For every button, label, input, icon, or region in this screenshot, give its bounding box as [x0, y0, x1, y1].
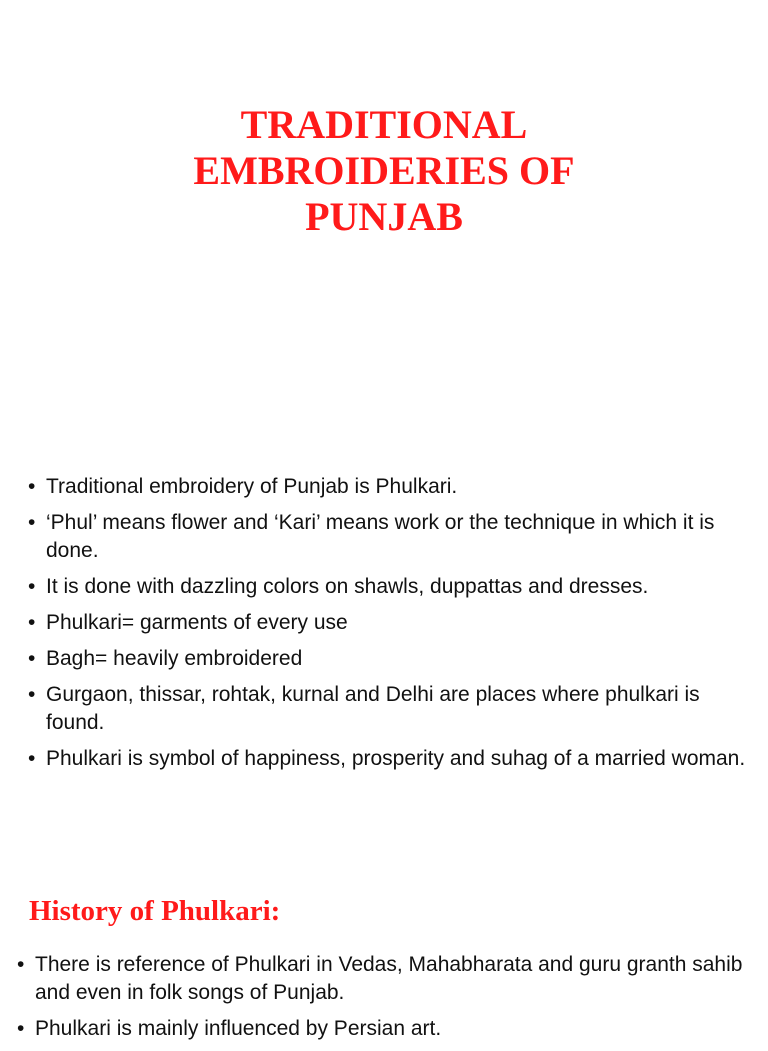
bullet-icon: •	[28, 683, 36, 706]
section-heading: History of Phulkari:	[29, 895, 281, 927]
title-line-3: PUNJAB	[305, 194, 463, 239]
title-line-2: EMBROIDERIES OF	[193, 148, 575, 193]
bullet-text: Phulkari is symbol of happiness, prosperity and suhag of a married woman.	[46, 747, 746, 770]
bullet-icon: •	[17, 1017, 25, 1040]
bullet-icon: •	[28, 475, 36, 498]
slide-title	[0, 102, 768, 240]
bullet-text: Bagh= heavily embroidered	[46, 647, 303, 670]
list-item	[17, 1015, 757, 1043]
bullet-icon: •	[28, 511, 36, 534]
title-line-1: TRADITIONAL	[240, 102, 528, 147]
list-item	[17, 951, 757, 1007]
bullet-icon: •	[17, 953, 25, 976]
bullet-text: ‘Phul’ means flower and ‘Kari’ means work or the technique in which it is done.	[46, 511, 715, 562]
bullet-icon: •	[28, 575, 36, 598]
list-item	[28, 645, 748, 673]
history-bullet-list	[17, 951, 757, 1051]
bullet-text: Phulkari is mainly influenced by Persian art.	[35, 1017, 442, 1040]
list-item	[28, 573, 748, 601]
list-item	[28, 745, 748, 773]
bullet-text: Traditional embroidery of Punjab is Phulkari.	[46, 475, 458, 498]
list-item	[28, 609, 748, 637]
list-item	[28, 473, 748, 501]
bullet-text: There is reference of Phulkari in Vedas, Mahabharata and guru granth sahib and even in folk songs of Punjab.	[35, 953, 743, 1004]
bullet-text: Phulkari= garments of every use	[46, 611, 348, 634]
bullet-icon: •	[28, 647, 36, 670]
list-item	[28, 509, 748, 565]
bullet-text: It is done with dazzling colors on shawls, duppattas and dresses.	[46, 575, 649, 598]
list-item	[28, 681, 748, 737]
bullet-text: Gurgaon, thissar, rohtak, kurnal and Delhi are places where phulkari is found.	[46, 683, 700, 734]
bullet-icon: •	[28, 747, 36, 770]
bullet-list	[28, 473, 748, 781]
bullet-icon: •	[28, 611, 36, 634]
